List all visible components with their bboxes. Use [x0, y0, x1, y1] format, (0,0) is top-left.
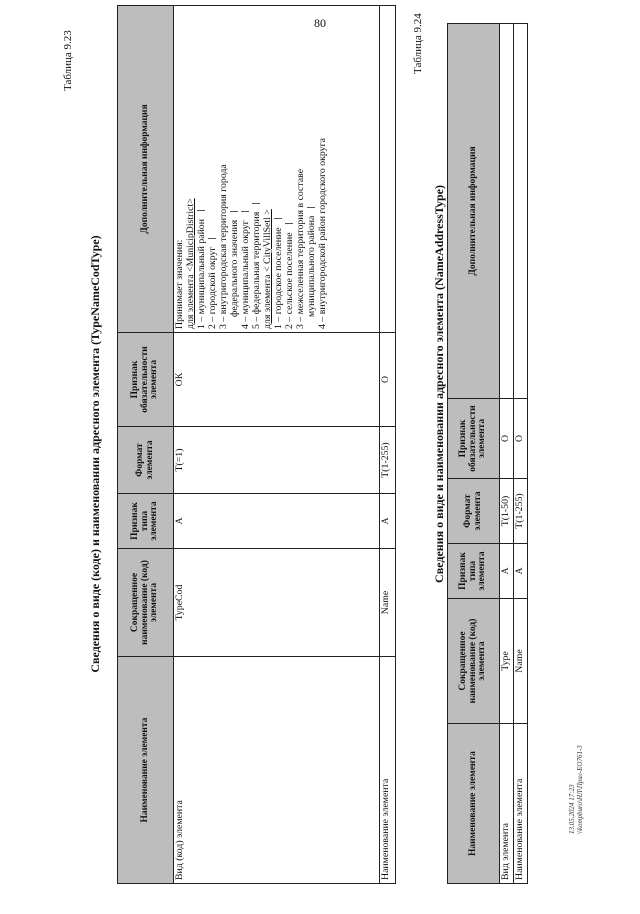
cell-required: О — [514, 399, 528, 479]
cell-code: Name — [380, 549, 396, 657]
table-row — [380, 6, 396, 884]
cell-code: TypeCod — [174, 549, 380, 657]
info-line: федерального значения — [230, 9, 241, 329]
info-line: 2 – сельское поселение — [285, 9, 296, 329]
info-line: 2 – городской округ — [208, 9, 219, 329]
table-row — [514, 24, 528, 884]
cell-format: T(=1) — [174, 427, 380, 494]
cell-name: Наименование элемента — [380, 657, 396, 884]
col-header-info: Дополнительная информация — [118, 6, 174, 333]
cell-format: T(1-255) — [380, 427, 396, 494]
info-group-municip-title: для элемента <MunicipDistrict> — [184, 198, 196, 329]
col-header-code: Сокращенное наименование (код) элемента — [118, 549, 174, 657]
cell-type: А — [500, 544, 514, 599]
info-line: 1 – городское поселение — [274, 9, 285, 329]
table-924 — [447, 23, 528, 884]
col-header-info: Дополнительная информация — [448, 24, 500, 399]
cell-code: Type — [500, 599, 514, 724]
cell-required: О — [380, 333, 396, 427]
table-924-title: Сведения о виде и наименовании адресного элемента (NameAddressType) — [432, 185, 446, 583]
info-group-cityvill-title: для элемента < CityVillSetl > — [261, 209, 273, 329]
cell-code: Name — [514, 599, 528, 724]
cell-info — [514, 24, 528, 399]
cell-type: А — [514, 544, 528, 599]
table-row — [500, 24, 514, 884]
file-stamp — [568, 745, 585, 834]
col-header-format: Формат элемента — [448, 479, 500, 544]
stamp-path: \\kompburo\НЛ\Прил-ЕО761-3 — [576, 745, 585, 834]
page-number: 80 — [314, 16, 326, 30]
table-923-title: Сведения о виде (коде) и наименовании адресного элемента (TypeNameCodType) — [88, 235, 102, 673]
table-924-label: Таблица 9.24 — [412, 13, 424, 74]
col-header-format: Формат элемента — [118, 427, 174, 494]
cell-type: А — [380, 494, 396, 549]
col-header-required: Признак обязательности элемента — [118, 333, 174, 427]
info-line: 4 – внутригородской район городского округа — [316, 138, 328, 329]
info-intro: Принимает значения: — [174, 239, 185, 329]
col-header-type: Признак типа элемента — [448, 544, 500, 599]
info-line: муниципального района — [307, 9, 318, 329]
info-line: 4 – муниципальный округ — [241, 9, 252, 329]
col-header-name: Наименование элемента — [448, 724, 500, 884]
cell-info — [174, 6, 380, 333]
info-line: 3 – внутригородская территория города — [217, 164, 229, 329]
info-line: 3 – межселенная территория в составе — [294, 168, 306, 329]
cell-name: Вид (код) элемента — [174, 657, 380, 884]
cell-name: Вид элемента — [500, 724, 514, 884]
table-923-label: Таблица 9.23 — [62, 30, 74, 91]
table-row — [174, 6, 380, 884]
col-header-code: Сокращенное наименование (код) элемента — [448, 599, 500, 724]
col-header-name: Наименование элемента — [118, 657, 174, 884]
cell-required: ОК — [174, 333, 380, 427]
col-header-required: Признак обязательности элемента — [448, 399, 500, 479]
cell-info — [500, 24, 514, 399]
stamp-date: 13.05.2024 17:23 — [568, 784, 576, 834]
col-header-type: Признак типа элемента — [118, 494, 174, 549]
cell-name: Наименование элемента — [514, 724, 528, 884]
cell-format: T(1-50) — [500, 479, 514, 544]
info-line: 1 – муниципальный район — [197, 9, 208, 329]
cell-required: О — [500, 399, 514, 479]
cell-type: А — [174, 494, 380, 549]
cell-format: T(1-255) — [514, 479, 528, 544]
cell-info — [380, 6, 396, 333]
info-line: 5 – федеральная территория — [252, 9, 263, 329]
table-923 — [117, 5, 396, 884]
